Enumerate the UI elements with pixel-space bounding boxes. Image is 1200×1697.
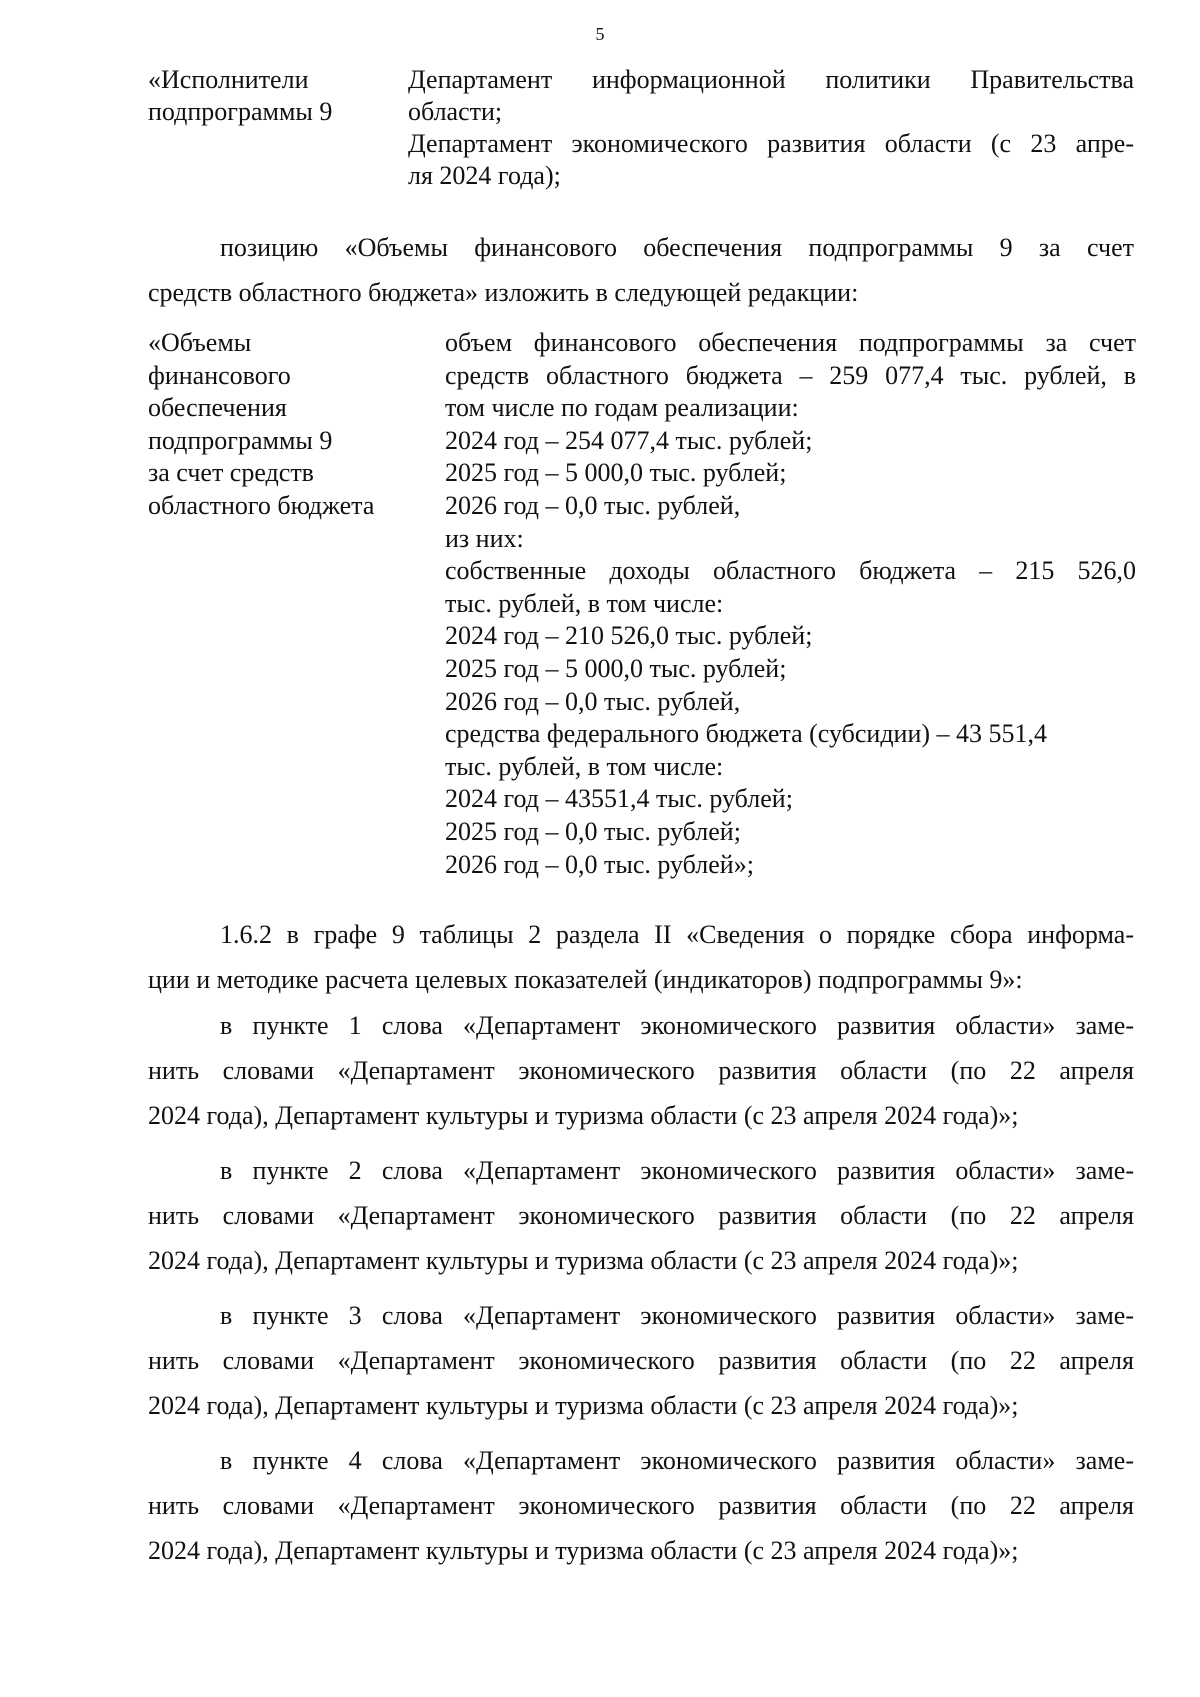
section-line: 1.6.2 в графе 9 таблицы 2 раздела II «Сведения о порядке сбора информа- [220,920,1134,949]
funding-line: 2024 год – 210 526,0 тыс. рублей; [445,621,813,651]
item-line: нить словами «Департамент экономического развития области (по 22 апреля [148,1491,1134,1520]
item-line: в пункте 2 слова «Департамент экономического развития области» заме- [220,1156,1134,1185]
funding-line: том числе по годам реализации: [445,393,799,423]
funding-row [148,327,1136,881]
executors-line: Департамент информационной политики Правительства [408,65,1134,94]
funding-line: средства федерального бюджета (субсидии) – 43 551,4 [445,719,1048,749]
funding-line: 2024 год – 43551,4 тыс. рублей; [445,784,793,814]
item-line: 2024 года), Департамент культуры и туризма области (с 23 апреля 2024 года)»; [148,1246,1019,1275]
section-line: ции и методике расчета целевых показателей (индикаторов) подпрограммы 9»: [148,965,1023,994]
funding-line: тыс. рублей, в том числе: [445,588,724,618]
amendment-item-3 [148,1293,1134,1428]
item-line: 2024 года), Департамент культуры и туризма области (с 23 апреля 2024 года)»; [148,1536,1019,1565]
funding-line: тыс. рублей, в том числе: [445,751,724,781]
item-line: нить словами «Департамент экономического развития области (по 22 апреля [148,1346,1134,1375]
executors-line: области; [408,97,503,126]
item-line: в пункте 4 слова «Департамент экономического развития области» заме- [220,1446,1134,1475]
item-line: нить словами «Департамент экономического развития области (по 22 апреля [148,1056,1134,1085]
amendment-item-1 [148,1003,1134,1138]
funding-line: собственные доходы областного бюджета – 215 526,0 [445,556,1136,586]
funding-line: 2025 год – 5 000,0 тыс. рублей; [445,653,787,683]
intro-line: средств областного бюджета» изложить в следующей редакции: [148,278,859,307]
executors-line: ля 2024 года); [408,161,561,190]
funding-line: 2026 год – 0,0 тыс. рублей, [445,686,741,716]
funding-line: 2025 год – 0,0 тыс. рублей; [445,816,741,846]
intro-paragraph [148,225,1134,315]
funding-line: 2026 год – 0,0 тыс. рублей, [445,490,741,520]
item-line: в пункте 3 слова «Департамент экономического развития области» заме- [220,1301,1134,1330]
section-1-6-2 [148,912,1134,1002]
item-line: 2024 года), Департамент культуры и туризма области (с 23 апреля 2024 года)»; [148,1101,1019,1130]
funding-line: 2024 год – 254 077,4 тыс. рублей; [445,425,813,455]
executors-line: Департамент экономического развития области (с 23 апре- [408,129,1134,158]
funding-line: 2026 год – 0,0 тыс. рублей»; [445,849,754,879]
item-line: нить словами «Департамент экономического развития области (по 22 апреля [148,1201,1134,1230]
amendment-item-4 [148,1438,1134,1573]
funding-line: из них: [445,523,524,553]
funding-value [445,327,1136,881]
item-line: в пункте 1 слова «Департамент экономического развития области» заме- [220,1011,1134,1040]
page-number: 5 [595,24,605,44]
executors-label: «Исполнители подпрограммы 9 [148,65,333,126]
funding-line: 2025 год – 5 000,0 тыс. рублей; [445,458,787,488]
intro-line: позицию «Объемы финансового обеспечения подпрограммы 9 за счет [220,233,1134,262]
amendment-item-2 [148,1148,1134,1283]
funding-line: средств областного бюджета – 259 077,4 тыс. рублей, в [445,360,1136,390]
executors-row [148,64,1134,192]
funding-label: «Объемы финансового обеспечения подпрограммы 9 за счет средств областного бюджета [148,328,375,520]
item-line: 2024 года), Департамент культуры и туризма области (с 23 апреля 2024 года)»; [148,1391,1019,1420]
funding-line: объем финансового обеспечения подпрограммы за счет [445,328,1136,357]
executors-value [408,64,1134,192]
